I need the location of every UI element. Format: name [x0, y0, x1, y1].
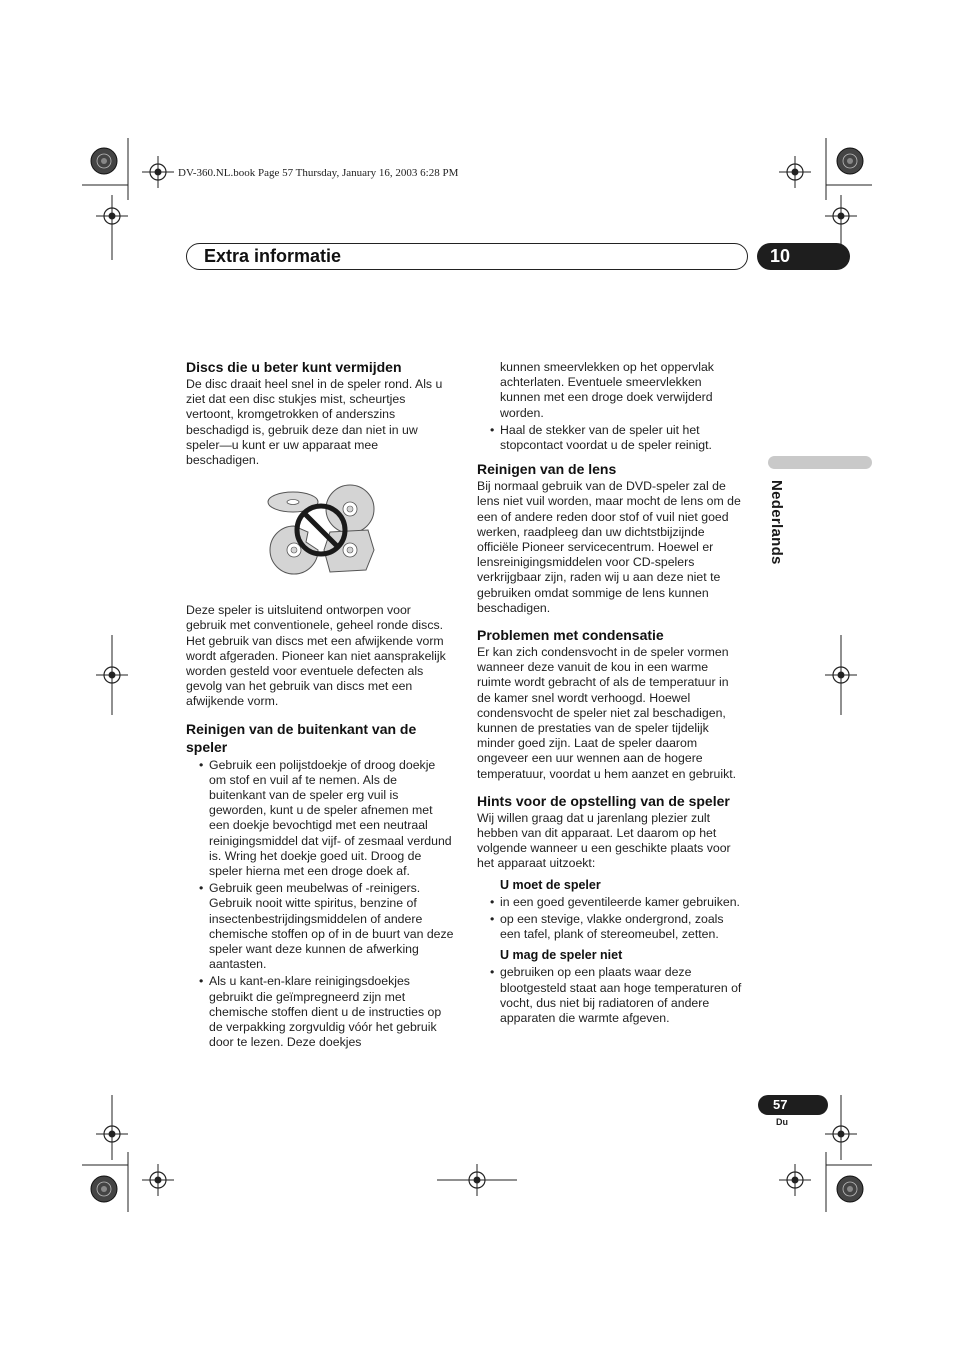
registration-star-icon: [91, 148, 117, 174]
registration-cross-icon: [779, 1164, 811, 1196]
registration-cross-icon: [779, 156, 811, 188]
page-number-pill: [758, 1095, 828, 1115]
right-column: [477, 358, 745, 1028]
language-tab-bar: [768, 456, 872, 469]
bullet-list: [477, 965, 745, 1026]
section-title: Reinigen van de buitenkant van de speler: [186, 720, 417, 755]
registration-star-icon: [837, 148, 863, 174]
paragraph: Wij willen graag dat u jarenlang plezier zult hebben van dit apparaat. Let daarom op het volgende wanneer u een geschikte plaats voor het apparaat uitzoekt:: [477, 810, 731, 871]
list-item: kunnen smeervlekken op het oppervlak achterlaten. Eventuele smeervlekken kunnen met een droge doek verwijderd worden.: [500, 360, 714, 420]
subsection-title: U moet de speler: [500, 877, 601, 892]
registration-star-icon: [837, 1176, 863, 1202]
page-language-code: Du: [776, 1117, 788, 1127]
section-title: Hints voor de opstelling van de speler: [477, 792, 730, 809]
chapter-title: Extra informatie: [204, 246, 342, 266]
language-tab-label: Nederlands: [768, 480, 785, 565]
list-item: • Haal de stekker van de speler uit het stopcontact voordat u de speler reinigt.: [477, 423, 745, 453]
book-info-line: DV-360.NL.book Page 57 Thursday, January 16, 2003 6:28 PM: [178, 167, 459, 179]
damaged-discs-icon: [186, 468, 454, 603]
list-item: • in een goed geventileerde kamer gebruiken.: [477, 895, 745, 910]
section-title: Reinigen van de lens: [477, 461, 617, 478]
list-item: • gebruiken op een plaats waar deze blootgesteld staat aan hoge temperaturen of vocht, dus niet bij radiatoren of andere apparaten die warmte afgeven.: [477, 965, 745, 1026]
paragraph: De disc draait heel snel in de speler rond. Als u ziet dat een disc stukjes mist, scheurtjes vertoont, kromgetrokken of anderszins beschadigd is, gebruik deze dan niet in uw speler—u kunt er uw apparaat mee beschadigen.: [186, 377, 443, 468]
disc-illustration: [186, 468, 454, 603]
section-title: Problemen met condensatie: [477, 627, 664, 644]
registration-cross-icon: [142, 156, 174, 188]
section-title: Discs die u beter kunt vermijden: [186, 359, 402, 375]
page-number: 57: [773, 1097, 788, 1112]
bullet-list: [477, 895, 745, 943]
bullet-list: [477, 423, 745, 453]
list-item: • Gebruik een polijstdoekje of droog doekje om stof en vuil af te nemen. Als de buitenkant van de speler erg vuil is geworden, kunt u de speler afnemen met een doekje bevochtigd met een neutraal reinigingsmiddel dat vijf- of zesmaal verdund is. Wring het doekje goed uit. Droog de speler hierna met een droge doek af.: [186, 758, 454, 880]
paragraph: Bij normaal gebruik van de DVD-speler zal de lens niet vuil worden, maar mocht de lens om de een of andere reden door stof of vuil niet goed werken, raadpleeg dan uw dichtstbijzijnde officiële Pioneer servicecentrum. Hoewel er lensreinigingsmiddelen voor CD-spelers verkrijgbaar zijn, raden wij u aan deze niet te gebruiken omdat sommige de lens kunnen beschadigen.: [477, 479, 741, 615]
bullet-list: [186, 758, 454, 1051]
list-item: • Als u kant-en-klare reinigingsdoekjes gebruikt die geïmpregneerd zijn met chemische stoffen dient u de instructies op de verpakking zorgvuldig vóór het gebruik door te lezen. Deze doekjes: [186, 974, 454, 1050]
left-column: [186, 358, 454, 1053]
chapter-number: 10: [770, 246, 791, 266]
paragraph: Er kan zich condensvocht in de speler vormen wanneer deze vanuit de kou in een warme ruimte wordt gebracht of als de temperatuur in de kamer snel wordt verhoogd. Hoewel condensvocht de speler niet zal beschadigen, kunnen de prestaties van de speler tijdelijk minder goed zijn. Laat de speler daarom ongeveer een uur wennen aan de hogere temperatuur, voordat u hem aanzet en gebruikt.: [477, 645, 737, 781]
subsection-title: U mag de speler niet: [500, 948, 623, 963]
registration-star-icon: [91, 1176, 117, 1202]
paragraph: Deze speler is uitsluitend ontworpen voor gebruik met conventionele, geheel ronde discs. Het gebruik van discs met een afwijkende vorm wordt afgeraden. Pioneer kan niet aansprakelijk worden gesteld voor eventuele defecten als gevolg van het gebruik van discs met een afwijkende vorm.: [186, 603, 446, 709]
list-item: • op een stevige, vlakke ondergrond, zoals een tafel, plank of stereomeubel, zetten.: [477, 912, 745, 942]
continued-list: [477, 360, 745, 421]
list-item: • Gebruik geen meubelwas of -reinigers. Gebruik nooit witte spiritus, benzine of insectenbestrijdingsmiddelen of andere chemische stoffen op of in de buurt van deze speler want deze kunnen de afwerking aantasten.: [186, 881, 454, 972]
registration-cross-icon: [142, 1164, 174, 1196]
